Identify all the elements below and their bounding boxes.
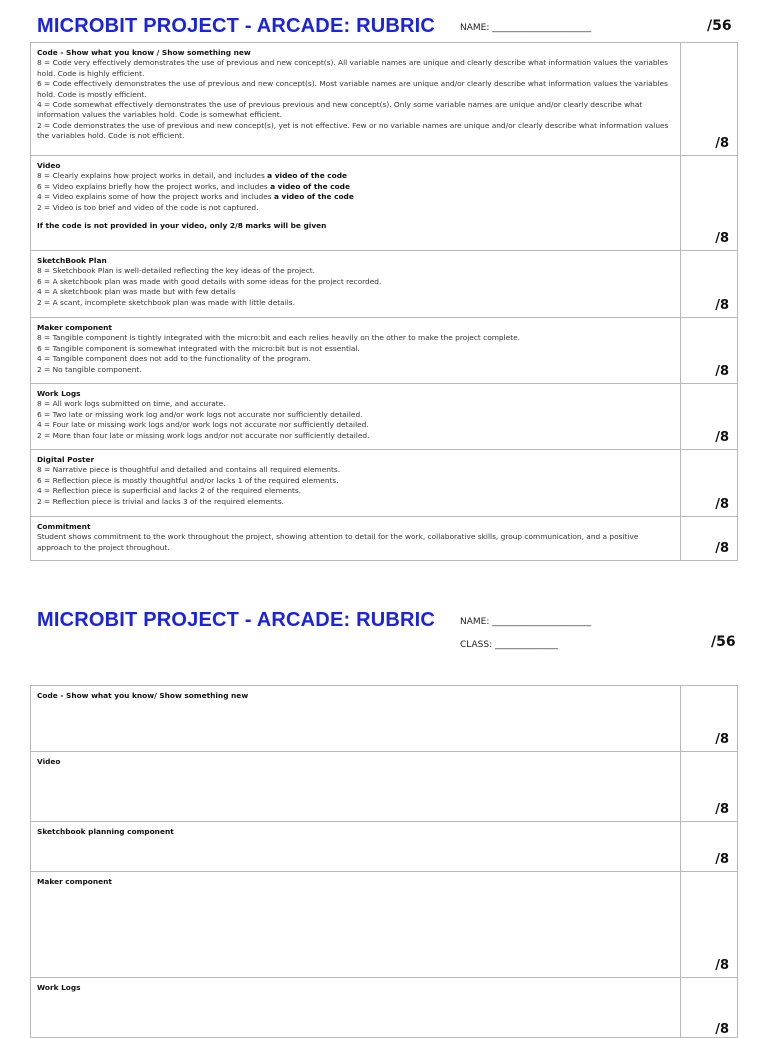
row-score: /8 xyxy=(681,686,738,752)
criteria-line xyxy=(37,192,674,202)
row-description xyxy=(31,384,681,450)
row-heading: Sketchbook planning component xyxy=(37,827,174,836)
criteria-line: 4 = Reflection piece is superficial and lacks 2 of the required elements. xyxy=(37,486,302,496)
row-description xyxy=(31,978,681,1038)
criteria-line: 4 = Four late or missing work logs and/or work logs not accurate nor sufficiently detailed. xyxy=(37,420,369,430)
row-description xyxy=(31,43,681,156)
row-score: /8 xyxy=(681,251,738,318)
rubric-row-maker xyxy=(31,318,738,384)
row-heading: Work Logs xyxy=(37,389,81,398)
row-heading: Maker component xyxy=(37,877,112,886)
total-score: /56 xyxy=(707,18,732,34)
criteria-line: 8 = All work logs submitted on time, and accurate. xyxy=(37,399,226,409)
criteria-emphasis: a video of the code xyxy=(273,192,354,202)
blank-row-video xyxy=(31,752,738,822)
criteria-line: 2 = A scant, incomplete sketchbook plan was made with little details. xyxy=(37,297,296,307)
criteria-text: 4 = Video explains some of how the project works and includes xyxy=(37,192,274,202)
criteria-line: 6 = A sketchbook plan was made with good details with some ideas for the project recorded. xyxy=(37,276,382,286)
rubric-row-video xyxy=(31,156,738,251)
row-score: /8 xyxy=(681,822,738,872)
total-score-blank: /56 xyxy=(711,634,736,650)
criteria-line: 4 = Tangible component does not add to the functionality of the program. xyxy=(37,354,311,364)
criteria-line: 2 = More than four late or missing work logs and/or not accurate nor sufficiently detailed. xyxy=(37,430,370,440)
row-heading: Video xyxy=(37,161,61,170)
criteria-line: 4 = Code somewhat effectively demonstrates the use of previous previous and new concept(s). Only some variable names are unique and/or clearly describe what information values the variables hold. Code is somewhat efficient. xyxy=(37,100,645,120)
criteria-line xyxy=(37,203,674,213)
criteria-line: 2 = Code demonstrates the use of previous and new concept(s), yet is not effective. Few or no variable names are unique and/or clearly describe what information values the variables hold. Code is not efficient. xyxy=(37,120,671,141)
row-heading: Commitment xyxy=(37,522,91,531)
criteria-line: 6 = Two late or missing work log and/or work logs not accurate nor sufficiently detailed. xyxy=(37,409,363,419)
rubric-row-worklogs xyxy=(31,384,738,450)
row-description xyxy=(31,251,681,318)
row-heading: Maker component xyxy=(37,323,112,332)
criteria-line: 2 = Reflection piece is trivial and lacks 3 of the required elements. xyxy=(37,496,284,506)
row-description xyxy=(31,318,681,384)
row-heading: SketchBook Plan xyxy=(37,256,107,265)
row-score: /8 xyxy=(681,43,738,156)
name-field-blank[interactable]: NAME: ______________________ xyxy=(460,617,592,627)
row-heading: Work Logs xyxy=(37,983,81,992)
row-description xyxy=(31,517,681,561)
blank-row-code xyxy=(31,686,738,752)
criteria-line: Student shows commitment to the work throughout the project, showing attention to detail for the work, collaborative skills, group communication, and a positive approach to the project throughout. xyxy=(37,532,641,552)
criteria-line: 4 = A sketchbook plan was made but with few details xyxy=(37,287,236,297)
row-score: /8 xyxy=(681,752,738,822)
name-field[interactable]: NAME: ______________________ xyxy=(460,23,592,33)
criteria-line: 6 = Code effectively demonstrates the use of previous and new concept(s). Most variable names are unique and/or clearly describe what information values the variables hold. Code is mostly efficient. xyxy=(37,79,671,99)
row-score: /8 xyxy=(681,318,738,384)
rubric-row-sketchbook xyxy=(31,251,738,318)
rubric-table-blank xyxy=(30,685,738,1038)
row-description xyxy=(31,752,681,822)
blank-row-worklogs xyxy=(31,978,738,1038)
row-description xyxy=(31,872,681,978)
criteria-line: 8 = Tangible component is tightly integrated with the micro:bit and each relies heavily on the other to make the project complete. xyxy=(37,333,521,343)
row-description xyxy=(31,450,681,517)
row-heading: Digital Poster xyxy=(37,455,95,464)
blank-row-sketchbook xyxy=(31,822,738,872)
criteria-line: 6 = Reflection piece is mostly thoughtful and/or lacks 1 of the required elements. xyxy=(37,475,339,485)
criteria-line: 2 = No tangible component. xyxy=(37,364,142,374)
blank-row-maker xyxy=(31,872,738,978)
row-description xyxy=(31,686,681,752)
criteria-line: 8 = Code very effectively demonstrates the use of previous and new concept(s). All variable names are unique and clearly describe what information values the variables hold. Code is highly efficient. xyxy=(37,58,671,78)
class-field-blank[interactable]: CLASS: ______________ xyxy=(460,640,558,650)
row-score: /8 xyxy=(681,517,738,561)
criteria-text: 8 = Clearly explains how project works in detail, and includes xyxy=(37,171,268,181)
criteria-emphasis: a video of the code xyxy=(267,171,348,181)
row-heading: Code - Show what you know / Show something new xyxy=(37,48,251,57)
criteria-text: 2 = Video is too brief and video of the code is not captured. xyxy=(37,202,259,212)
rubric-title: MICROBIT PROJECT - ARCADE: RUBRIC xyxy=(37,15,436,37)
criteria-text: 6 = Video explains briefly how the project works, and includes xyxy=(37,181,271,191)
row-description xyxy=(31,822,681,872)
row-score: /8 xyxy=(681,450,738,517)
rubric-row-code xyxy=(31,43,738,156)
criteria-line: 8 = Sketchbook Plan is well-detailed reflecting the key ideas of the project. xyxy=(37,266,316,276)
rubric-table-detailed xyxy=(30,42,738,561)
rubric-row-poster xyxy=(31,450,738,517)
row-score: /8 xyxy=(681,384,738,450)
row-heading: Video xyxy=(37,757,61,766)
row-description xyxy=(31,156,681,251)
criteria-line xyxy=(37,171,674,181)
row-score: /8 xyxy=(681,156,738,251)
row-score: /8 xyxy=(681,872,738,978)
row-heading: Code - Show what you know/ Show something new xyxy=(37,691,249,700)
rubric-title-blank: MICROBIT PROJECT - ARCADE: RUBRIC xyxy=(37,609,436,631)
criteria-line: 8 = Narrative piece is thoughtful and detailed and contains all required elements. xyxy=(37,465,341,475)
criteria-line: 6 = Tangible component is somewhat integrated with the micro:bit but is not essential. xyxy=(37,343,360,353)
row-score: /8 xyxy=(681,978,738,1038)
criteria-line xyxy=(37,182,674,192)
video-note: If the code is not provided in your video, only 2/8 marks will be given xyxy=(37,221,327,231)
criteria-emphasis: a video of the code xyxy=(270,181,350,191)
rubric-row-commitment xyxy=(31,517,738,561)
